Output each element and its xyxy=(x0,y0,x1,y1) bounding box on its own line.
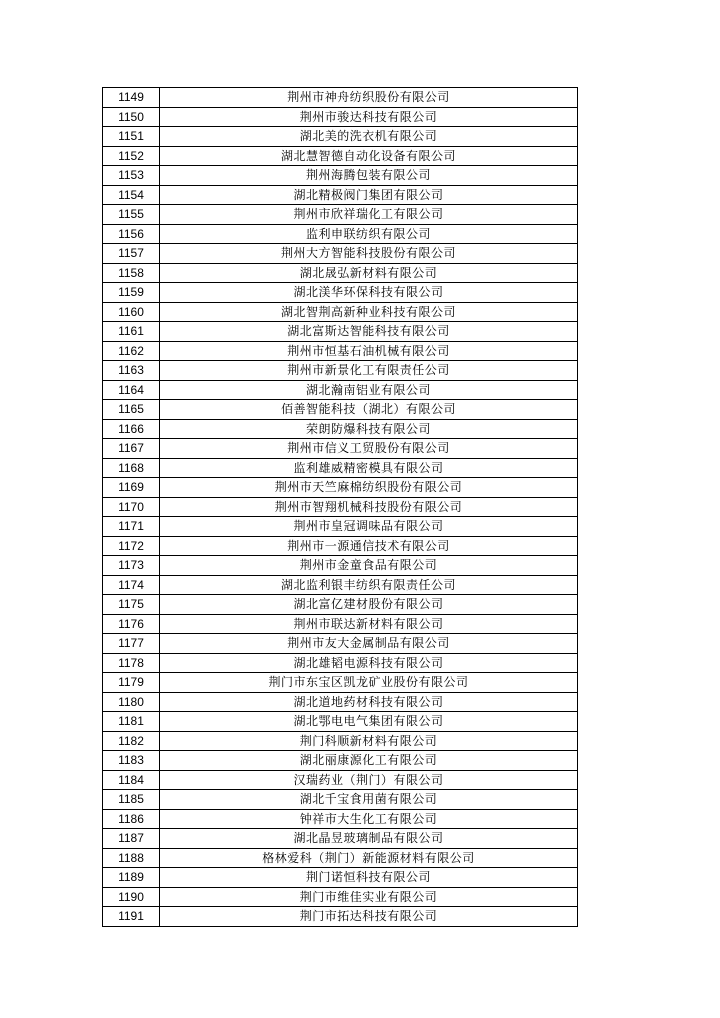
company-name: 监利申联纺织有限公司 xyxy=(160,224,578,244)
row-number: 1179 xyxy=(103,673,160,693)
company-name: 荆州市欣祥瑞化工有限公司 xyxy=(160,205,578,225)
company-name: 湖北雄韬电源科技有限公司 xyxy=(160,653,578,673)
table-row xyxy=(103,653,578,673)
row-number: 1174 xyxy=(103,575,160,595)
company-name: 荣朗防爆科技有限公司 xyxy=(160,419,578,439)
company-name: 汉瑞药业（荆门）有限公司 xyxy=(160,770,578,790)
row-number: 1176 xyxy=(103,614,160,634)
company-name: 湖北富亿建材股份有限公司 xyxy=(160,595,578,615)
row-number: 1167 xyxy=(103,439,160,459)
company-name: 荆州市恒基石油机械有限公司 xyxy=(160,341,578,361)
row-number: 1168 xyxy=(103,458,160,478)
row-number: 1153 xyxy=(103,166,160,186)
table-row xyxy=(103,595,578,615)
table-row xyxy=(103,166,578,186)
row-number: 1160 xyxy=(103,302,160,322)
table-row xyxy=(103,380,578,400)
row-number: 1184 xyxy=(103,770,160,790)
company-name: 湖北智荆高新种业科技有限公司 xyxy=(160,302,578,322)
table-row xyxy=(103,361,578,381)
row-number: 1170 xyxy=(103,497,160,517)
row-number: 1151 xyxy=(103,127,160,147)
table-row xyxy=(103,634,578,654)
table-row xyxy=(103,712,578,732)
company-name: 荆州大方智能科技股份有限公司 xyxy=(160,244,578,264)
row-number: 1181 xyxy=(103,712,160,732)
table-row xyxy=(103,868,578,888)
row-number: 1155 xyxy=(103,205,160,225)
company-name: 荆州市信义工贸股份有限公司 xyxy=(160,439,578,459)
table-row xyxy=(103,302,578,322)
table-row xyxy=(103,224,578,244)
company-name: 荆州市神舟纺织股份有限公司 xyxy=(160,88,578,108)
row-number: 1177 xyxy=(103,634,160,654)
table-row xyxy=(103,419,578,439)
row-number: 1154 xyxy=(103,185,160,205)
table-row xyxy=(103,341,578,361)
table-row xyxy=(103,790,578,810)
company-name: 荆州市联达新材料有限公司 xyxy=(160,614,578,634)
company-name: 荆州市一源通信技术有限公司 xyxy=(160,536,578,556)
company-name: 荆州海腾包装有限公司 xyxy=(160,166,578,186)
table-row xyxy=(103,575,578,595)
company-name: 湖北晶昱玻璃制品有限公司 xyxy=(160,829,578,849)
table-row xyxy=(103,497,578,517)
row-number: 1175 xyxy=(103,595,160,615)
company-name: 荆门诺恒科技有限公司 xyxy=(160,868,578,888)
company-name: 佰善智能科技（湖北）有限公司 xyxy=(160,400,578,420)
row-number: 1188 xyxy=(103,848,160,868)
table-row xyxy=(103,809,578,829)
table-row xyxy=(103,263,578,283)
row-number: 1180 xyxy=(103,692,160,712)
table-row xyxy=(103,439,578,459)
table-row xyxy=(103,692,578,712)
row-number: 1162 xyxy=(103,341,160,361)
row-number: 1159 xyxy=(103,283,160,303)
company-name: 荆门市东宝区凯龙矿业股份有限公司 xyxy=(160,673,578,693)
company-name: 湖北慧智德自动化设备有限公司 xyxy=(160,146,578,166)
row-number: 1171 xyxy=(103,517,160,537)
table-row xyxy=(103,556,578,576)
row-number: 1149 xyxy=(103,88,160,108)
table-row xyxy=(103,400,578,420)
table-row xyxy=(103,848,578,868)
table-row xyxy=(103,322,578,342)
row-number: 1169 xyxy=(103,478,160,498)
company-name: 荆州市天竺麻棉纺织股份有限公司 xyxy=(160,478,578,498)
row-number: 1183 xyxy=(103,751,160,771)
table-row xyxy=(103,887,578,907)
table-row xyxy=(103,88,578,108)
table-row xyxy=(103,517,578,537)
table-row xyxy=(103,478,578,498)
company-name: 荆州市新景化工有限责任公司 xyxy=(160,361,578,381)
row-number: 1186 xyxy=(103,809,160,829)
company-name: 湖北瀚南铝业有限公司 xyxy=(160,380,578,400)
row-number: 1161 xyxy=(103,322,160,342)
company-name: 监利雄威精密模具有限公司 xyxy=(160,458,578,478)
table-row xyxy=(103,536,578,556)
company-name: 湖北监利银丰纺织有限责任公司 xyxy=(160,575,578,595)
row-number: 1190 xyxy=(103,887,160,907)
company-name: 荆门科顺新材料有限公司 xyxy=(160,731,578,751)
table-row xyxy=(103,185,578,205)
row-number: 1156 xyxy=(103,224,160,244)
company-name: 湖北丽康源化工有限公司 xyxy=(160,751,578,771)
table-row xyxy=(103,283,578,303)
row-number: 1163 xyxy=(103,361,160,381)
table-row xyxy=(103,731,578,751)
table-row xyxy=(103,829,578,849)
table-row xyxy=(103,458,578,478)
row-number: 1172 xyxy=(103,536,160,556)
company-list-table xyxy=(102,87,578,927)
row-number: 1158 xyxy=(103,263,160,283)
row-number: 1191 xyxy=(103,907,160,927)
row-number: 1165 xyxy=(103,400,160,420)
table-row xyxy=(103,614,578,634)
company-name: 湖北美的洗衣机有限公司 xyxy=(160,127,578,147)
row-number: 1178 xyxy=(103,653,160,673)
row-number: 1173 xyxy=(103,556,160,576)
row-number: 1189 xyxy=(103,868,160,888)
company-name: 荆州市智翔机械科技股份有限公司 xyxy=(160,497,578,517)
company-name: 湖北道地药材科技有限公司 xyxy=(160,692,578,712)
table-row xyxy=(103,751,578,771)
company-name: 湖北鄂电电气集团有限公司 xyxy=(160,712,578,732)
company-list-body xyxy=(103,88,578,927)
company-name: 钟祥市大生化工有限公司 xyxy=(160,809,578,829)
row-number: 1182 xyxy=(103,731,160,751)
company-name: 荆州市皇冠调味品有限公司 xyxy=(160,517,578,537)
table-row xyxy=(103,205,578,225)
company-name: 湖北精极阀门集团有限公司 xyxy=(160,185,578,205)
company-name: 荆州市友大金属制品有限公司 xyxy=(160,634,578,654)
table-row xyxy=(103,673,578,693)
company-name: 湖北富斯达智能科技有限公司 xyxy=(160,322,578,342)
row-number: 1152 xyxy=(103,146,160,166)
row-number: 1150 xyxy=(103,107,160,127)
row-number: 1157 xyxy=(103,244,160,264)
row-number: 1185 xyxy=(103,790,160,810)
row-number: 1187 xyxy=(103,829,160,849)
table-row xyxy=(103,146,578,166)
company-name: 湖北渼华环保科技有限公司 xyxy=(160,283,578,303)
table-row xyxy=(103,127,578,147)
company-name: 荆州市金童食品有限公司 xyxy=(160,556,578,576)
company-name: 荆州市骏达科技有限公司 xyxy=(160,107,578,127)
company-name: 荆门市维佳实业有限公司 xyxy=(160,887,578,907)
table-row xyxy=(103,907,578,927)
table-row xyxy=(103,107,578,127)
company-name: 荆门市拓达科技有限公司 xyxy=(160,907,578,927)
row-number: 1166 xyxy=(103,419,160,439)
table-row xyxy=(103,244,578,264)
row-number: 1164 xyxy=(103,380,160,400)
company-name: 湖北晟弘新材料有限公司 xyxy=(160,263,578,283)
company-name: 格林爱科（荆门）新能源材料有限公司 xyxy=(160,848,578,868)
company-name: 湖北千宝食用菌有限公司 xyxy=(160,790,578,810)
table-row xyxy=(103,770,578,790)
